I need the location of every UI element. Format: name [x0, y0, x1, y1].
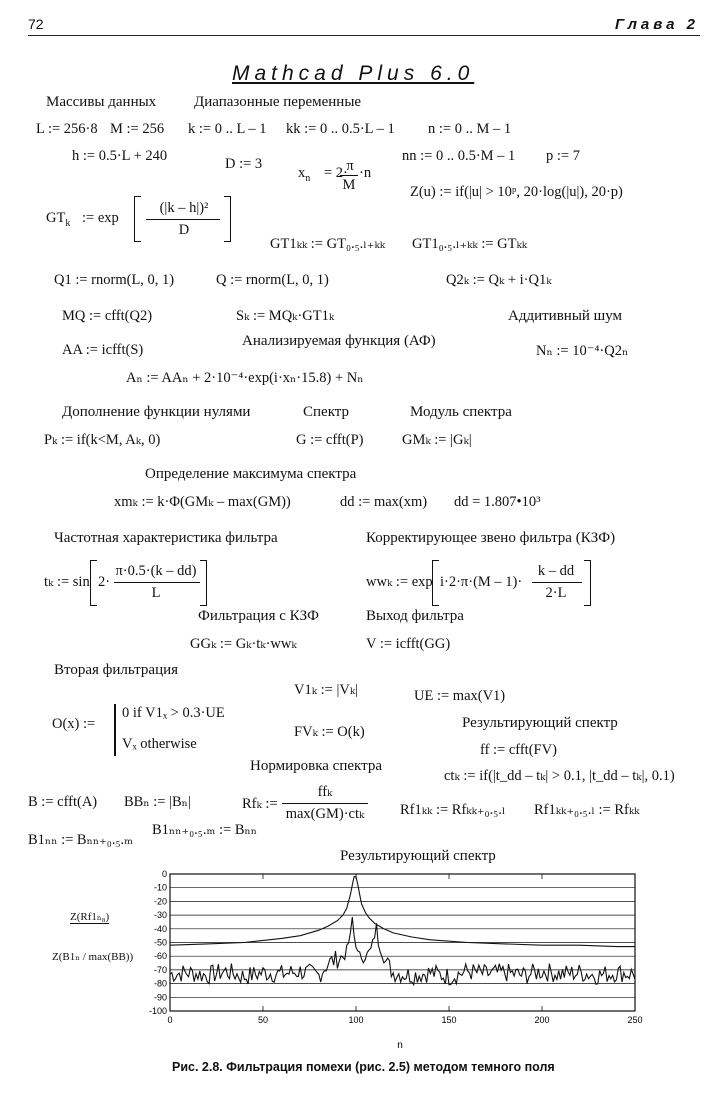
label-max-spectrum: Определение максимума спектра [145, 466, 357, 482]
eq-x-num: π [346, 158, 354, 174]
eq-ct: ctₖ := if(|t_dd – tₖ| > 0.1, |t_dd – tₖ|, 0.1) [444, 768, 675, 784]
bracket-left [134, 196, 141, 242]
eq-FV: FVₖ := O(k) [294, 724, 365, 740]
eq-Rf-den: max(GM)·ctₖ [285, 806, 365, 822]
chart-ylabel-1: Z(Rf1ₙ₈) [70, 911, 110, 923]
label-filter-output: Выход фильтра [366, 608, 464, 624]
figure-caption: Рис. 2.8. Фильтрация помехи (рис. 2.5) методом темного поля [172, 1060, 555, 1074]
label-ranges: Диапазонные переменные [194, 94, 362, 110]
eq-t-lhs: tₖ := sin [44, 574, 90, 590]
eq-D: D := 3 [225, 156, 263, 172]
chart-ytick-label: -20 [153, 896, 167, 907]
label-filtering-kzf: Фильтрация с КЗФ [198, 608, 320, 624]
eq-O-line2: Vₓ otherwise [122, 736, 197, 752]
eq-MQ: MQ := cfft(Q2) [62, 308, 153, 324]
chart-ticks [149, 869, 643, 1025]
eq-B: B := cfft(A) [28, 794, 98, 810]
chart-xtick-label: 0 [167, 1015, 173, 1025]
eq-x-den: M [342, 177, 356, 193]
eq-ww-body: i·2·π·(M – 1)· [440, 574, 523, 590]
eq-x-tail: ·n [359, 165, 372, 181]
chart-ytick-label: -80 [153, 978, 167, 989]
eq-BB: BBₙ := |Bₙ| [124, 794, 191, 810]
eq-x-rhs: = 2· [324, 165, 348, 181]
eq-Rf1: Rf1ₖₖ := Rfₖₖ₊₀.₅.ₗ [400, 802, 506, 818]
eq-Rf1b: Rf1ₖₖ₊₀.₅.ₗ := Rfₖₖ [534, 802, 640, 818]
eq-P: Pₖ := if(k<M, Aₖ, 0) [44, 432, 161, 448]
eq-x-lhs: $x_n$ [298, 165, 311, 184]
bracket-right [224, 196, 231, 242]
chart-svg [130, 866, 660, 1052]
chart-series-line-2 [170, 917, 635, 985]
chart-ytick-label: -50 [153, 937, 167, 948]
chapter-title: Глава 2 [614, 16, 699, 33]
chart-xtick-label: 50 [257, 1015, 269, 1025]
page-number: 72 [28, 16, 44, 32]
label-spectrum-modulus: Модуль спектра [410, 404, 512, 420]
eq-GT1: GT1ₖₖ := GT₀.₅.ₗ₊ₖₖ [270, 236, 386, 252]
eq-GT-fraction-bar [146, 219, 220, 220]
eq-kk: kk := 0 .. 0.5·L – 1 [286, 121, 395, 137]
eq-Z: Z(u) := if(|u| > 10ᵖ, 20·log(|u|), 20·p) [410, 184, 623, 200]
eq-N: Nₙ := 10⁻⁴·Q2ₙ [536, 343, 629, 359]
t-bracket-right [200, 560, 207, 606]
eq-L: L := 256·8 [36, 121, 98, 137]
chart-ytick-label: -60 [153, 951, 167, 962]
eq-ww-den: 2·L [545, 585, 567, 601]
eq-V1: V1ₖ := |Vₖ| [294, 682, 359, 698]
eq-ww-fraction-bar [532, 582, 582, 583]
label-additive-noise: Аддитивный шум [508, 308, 623, 324]
eq-ww-lhs: wwₖ := exp [366, 574, 433, 590]
chart-xtick-label: 150 [441, 1015, 457, 1025]
chart-xtick-label: 200 [534, 1015, 550, 1025]
eq-G: G := cfft(P) [296, 432, 364, 448]
eq-B1b: B1ₙₙ₊₀.₅.ₘ := Bₙₙ [152, 822, 258, 838]
label-result-spectrum-1: Результирующий спектр [462, 715, 618, 731]
chart-xtick-label: 100 [348, 1015, 364, 1025]
label-zero-padding: Дополнение функции нулями [62, 404, 251, 420]
label-normalization: Нормировка спектра [250, 758, 383, 774]
eq-GT-eq: := exp [82, 210, 119, 226]
eq-V: V := icfft(GG) [366, 636, 451, 652]
chart-xtick-label: 250 [627, 1015, 643, 1025]
eq-Q2: Q2ₖ := Qₖ + i·Q1ₖ [446, 272, 552, 288]
eq-x-fraction-bar [340, 175, 358, 176]
eq-M: M := 256 [110, 121, 165, 137]
t-bracket-left [90, 560, 97, 606]
eq-S: Sₖ := MQₖ·GT1ₖ [236, 308, 335, 324]
document-title: Mathcad Plus 6.0 [232, 62, 475, 85]
eq-Rf-fraction-bar [282, 803, 368, 804]
eq-GT-den: D [178, 222, 190, 238]
chart-series [170, 877, 635, 985]
chart-ytick-label: 0 [161, 869, 167, 879]
eq-B1: B1ₙₙ := Bₙₙ₊₀.₅.ₘ [28, 832, 134, 848]
ww-bracket-right [584, 560, 591, 606]
eq-t-fraction-bar [114, 582, 200, 583]
eq-p: p := 7 [546, 148, 580, 164]
chart-xlabel: n [397, 1040, 403, 1051]
eq-xm: xmₖ := k·Φ(GMₖ – max(GM)) [114, 494, 291, 510]
label-second-filtering: Вторая фильтрация [54, 662, 179, 678]
eq-GG: GGₖ := Gₖ·tₖ·wwₖ [190, 636, 297, 652]
eq-nn: nn := 0 .. 0.5·M – 1 [402, 148, 516, 164]
eq-GT-num: (|k – h|)² [159, 200, 209, 216]
eq-O-lhs: O(x) := [52, 716, 96, 732]
eq-UE: UE := max(V1) [414, 688, 506, 704]
eq-Q: Q := rnorm(L, 0, 1) [216, 272, 329, 288]
eq-n: n := 0 .. M – 1 [428, 121, 512, 137]
eq-dd-value: dd = 1.807•10³ [454, 494, 541, 510]
chart-ytick-label: -70 [153, 964, 167, 975]
piecewise-bar [114, 704, 116, 756]
eq-AA: AA := icfft(S) [62, 342, 144, 358]
chart-title: Результирующий спектр [340, 848, 496, 864]
header-rule [28, 35, 700, 36]
label-filter-response: Частотная характеристика фильтра [54, 530, 278, 546]
eq-t-pre: 2· [98, 574, 111, 590]
eq-ff: ff := cfft(FV) [480, 742, 557, 758]
eq-GT1b: GT1₀.₅.ₗ₊ₖₖ := GTₖₖ [412, 236, 528, 252]
chart-ytick-label: -10 [153, 882, 167, 893]
eq-Rf-num: ffₖ [317, 784, 333, 800]
chart-ytick-label: -30 [153, 910, 167, 921]
eq-t-den: L [151, 585, 161, 601]
eq-t-num: π·0.5·(k – dd) [115, 563, 197, 579]
ww-bracket-left [432, 560, 439, 606]
eq-GM: GMₖ := |Gₖ| [402, 432, 472, 448]
label-analyzed-function: Анализируемая функция (АФ) [242, 333, 436, 349]
eq-ww-num: k – dd [537, 563, 575, 579]
label-correcting-link: Корректирующее звено фильтра (КЗФ) [366, 530, 616, 546]
eq-k: k := 0 .. L – 1 [188, 121, 267, 137]
chart-ytick-label: -100 [148, 1006, 167, 1016]
eq-Rf-lhs: Rfₖ := [242, 796, 278, 812]
chart-ytick-label: -40 [153, 923, 167, 934]
label-arrays: Массивы данных [46, 94, 157, 110]
eq-h: h := 0.5·L + 240 [72, 148, 168, 164]
chart-series-line-1 [170, 877, 635, 947]
eq-GT-lhs: $GT_k$ [46, 210, 71, 229]
chart-ytick-label: -90 [153, 992, 167, 1003]
eq-dd: dd := max(xm) [340, 494, 428, 510]
chart-ylabel-2: Z(B1ₙ / max(BB)) [52, 951, 134, 963]
eq-Q1: Q1 := rnorm(L, 0, 1) [54, 272, 175, 288]
eq-A: Aₙ := AAₙ + 2·10⁻⁴·exp(i·xₙ·15.8) + Nₙ [126, 370, 364, 386]
label-spectrum: Спектр [303, 404, 350, 420]
eq-O-line1: 0 if V1ₓ > 0.3·UE [122, 705, 225, 721]
